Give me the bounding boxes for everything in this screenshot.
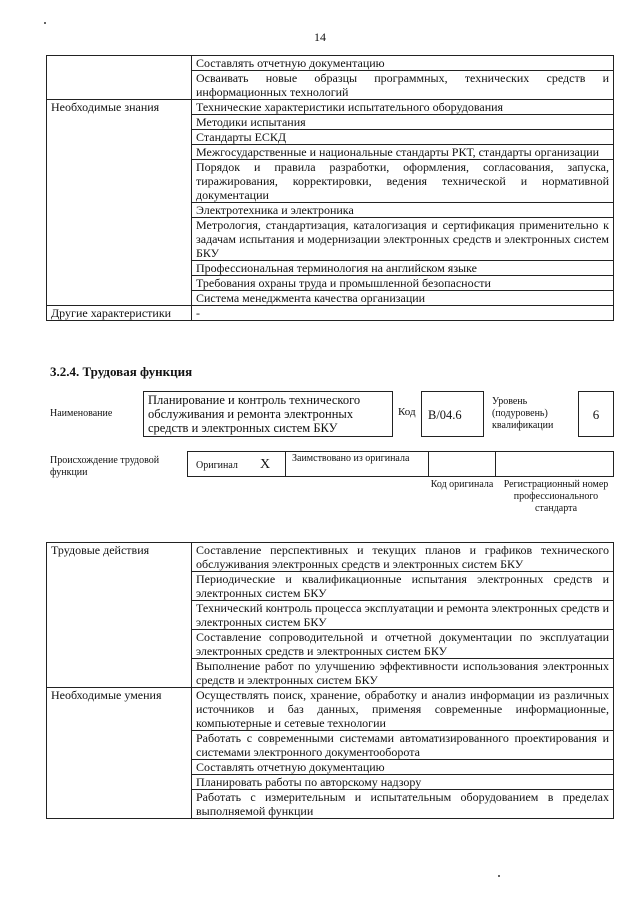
list-item: - bbox=[192, 306, 614, 321]
list-item: Составлять отчетную документацию bbox=[192, 760, 614, 775]
scan-dot bbox=[498, 875, 500, 877]
section-heading: 3.2.4. Трудовая функция bbox=[50, 364, 193, 379]
row-label bbox=[47, 56, 192, 100]
table-row bbox=[47, 543, 614, 572]
reg-number-cell bbox=[495, 451, 614, 477]
list-item: Требования охраны труда и промышленной безопасности bbox=[192, 276, 614, 291]
list-item: Технические характеристики испытательного оборудования bbox=[192, 100, 614, 115]
borrowed-label: Заимствовано из оригинала bbox=[292, 453, 410, 464]
list-item: Профессиональная терминология на английском языке bbox=[192, 261, 614, 276]
list-item: Периодические и квалификационные испытания электронных средств и электронных систем БКУ bbox=[192, 572, 614, 601]
list-item: Работать с современными системами автоматизированного проектирования и системами электронного документооборота bbox=[192, 731, 614, 760]
original-mark: X bbox=[260, 457, 271, 472]
actions-table bbox=[46, 542, 614, 819]
table-row bbox=[47, 306, 614, 321]
row-label: Необходимые знания bbox=[47, 100, 192, 306]
list-item: Планировать работы по авторскому надзору bbox=[192, 775, 614, 790]
reg-number-caption: Регистрационный номер профессионального стандарта bbox=[503, 479, 609, 514]
code-original-caption: Код оригинала bbox=[430, 479, 494, 490]
list-item: Составление перспективных и текущих планов и графиков технического обслуживания электронных средств и электронных систем БКУ bbox=[192, 543, 614, 572]
list-item: Выполнение работ по улучшению эффективности использования электронных средств и электронных систем БКУ bbox=[192, 659, 614, 688]
table-row bbox=[47, 100, 614, 115]
list-item: Методики испытания bbox=[192, 115, 614, 130]
code-value: B/04.6 bbox=[428, 408, 462, 422]
row-label: Трудовые действия bbox=[47, 543, 192, 688]
list-item: Межгосударственные и национальные стандарты РКТ, стандарты организации bbox=[192, 145, 614, 160]
function-name-box bbox=[143, 391, 393, 437]
list-item: Порядок и правила разработки, оформления, согласования, запуска, тиражирования, корректировки, ведения технической и нормативной документации bbox=[192, 160, 614, 203]
code-box bbox=[421, 391, 484, 437]
list-item: Осваивать новые образцы программных, технических средств и информационных технологий bbox=[192, 71, 614, 100]
borrowed-cell bbox=[285, 451, 429, 477]
function-name: Планирование и контроль технического обслуживания и ремонта электронных средств и электронных систем БКУ bbox=[148, 393, 361, 435]
list-item: Работать с измерительным и испытательным оборудованием в пределах выполняемой функции bbox=[192, 790, 614, 819]
table-row bbox=[47, 688, 614, 731]
list-item: Осуществлять поиск, хранение, обработку и анализ информации из различных источников и баз данных, применяя современные информационные, компьютерные и сетевые технологии bbox=[192, 688, 614, 731]
list-item: Электротехника и электроника bbox=[192, 203, 614, 218]
list-item: Метрология, стандартизация, каталогизация и сертификация применительно к задачам испытания и модернизации электронных средств и электронных систем БКУ bbox=[192, 218, 614, 261]
level-value: 6 bbox=[592, 407, 600, 422]
original-cell bbox=[187, 451, 286, 477]
list-item: Система менеджмента качества организации bbox=[192, 291, 614, 306]
level-box bbox=[578, 391, 614, 437]
list-item: Технический контроль процесса эксплуатации и ремонта электронных средств и электронных систем БКУ bbox=[192, 601, 614, 630]
code-label: Код bbox=[398, 406, 416, 418]
level-label: Уровень (подуровень) квалификации bbox=[492, 396, 554, 431]
row-label: Другие характеристики bbox=[47, 306, 192, 321]
name-label: Наименование bbox=[50, 408, 113, 419]
scan-dot bbox=[44, 22, 46, 24]
list-item: Составление сопроводительной и отчетной документации по эксплуатации электронных средств и электронных систем БКУ bbox=[192, 630, 614, 659]
list-item: Составлять отчетную документацию bbox=[192, 56, 614, 71]
row-label: Необходимые умения bbox=[47, 688, 192, 819]
knowledge-table bbox=[46, 55, 614, 321]
table-row bbox=[47, 56, 614, 71]
original-label: Оригинал bbox=[196, 460, 238, 471]
page-number: 14 bbox=[314, 30, 326, 44]
list-item: Стандарты ЕСКД bbox=[192, 130, 614, 145]
code-original-cell bbox=[428, 451, 496, 477]
origin-label: Происхождение трудовой функции bbox=[50, 455, 160, 478]
